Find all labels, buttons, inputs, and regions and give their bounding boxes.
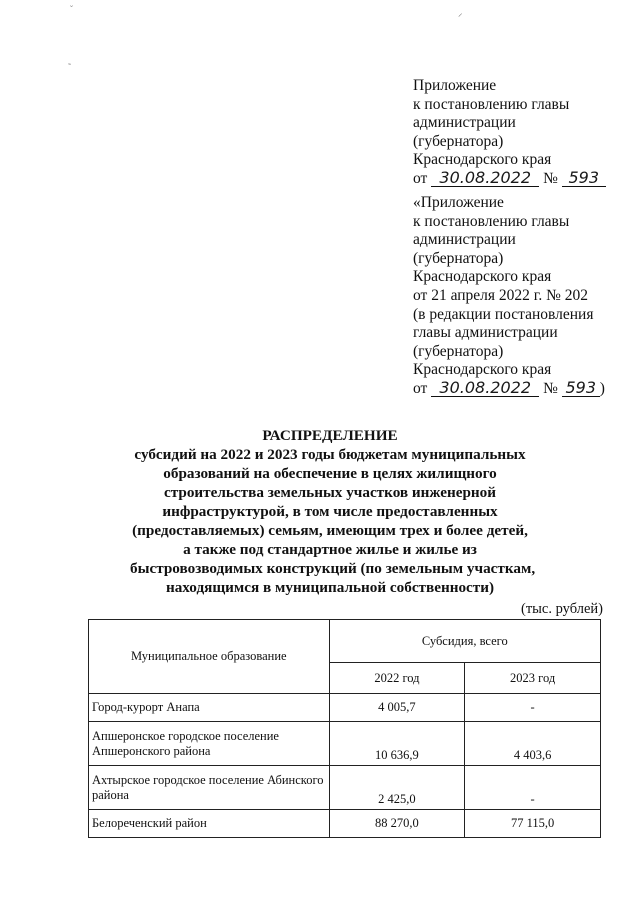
scan-speck: ˘ bbox=[70, 4, 73, 14]
title-line: быстровозводимых конструкций (по земельным участкам, bbox=[130, 560, 536, 577]
title-line: субсидий на 2022 и 2023 годы бюджетам муниципальных bbox=[134, 446, 526, 463]
value-2023-cell: - bbox=[465, 766, 601, 810]
number-prefix: № bbox=[543, 169, 558, 187]
handwritten-number: 593 bbox=[562, 170, 606, 187]
title-heading: РАСПРЕДЕЛЕНИЕ bbox=[262, 427, 398, 444]
municipality-cell: Ахтырское городское поселение Абинского района bbox=[89, 766, 330, 810]
handwritten-date: 30.08.2022 bbox=[431, 380, 539, 397]
municipality-cell: Белореченский район bbox=[89, 810, 330, 838]
closing-paren: ) bbox=[599, 379, 605, 397]
handwritten-date: 30.08.2022 bbox=[431, 170, 539, 187]
header-municipality: Муниципальное образование bbox=[89, 620, 330, 694]
from-prefix: от bbox=[413, 169, 428, 187]
title-line: находящимся в муниципальной собственности) bbox=[165, 579, 495, 596]
scan-speck: ⸝ bbox=[458, 8, 463, 18]
table-row bbox=[89, 766, 601, 810]
table-row bbox=[89, 722, 601, 766]
annex-line: Краснодарского края bbox=[413, 268, 552, 286]
title-line: а также под стандартное жилье и жилье из bbox=[183, 541, 477, 558]
annex-line: (в редакции постановления bbox=[413, 305, 594, 323]
title-line: инфраструктурой, в том числе предоставленных bbox=[162, 503, 498, 520]
municipality-cell: Апшеронское городское поселение Апшеронского района bbox=[89, 722, 330, 766]
value-2023-cell: 77 115,0 bbox=[465, 810, 601, 838]
annex-line: (губернатора) bbox=[413, 249, 504, 267]
from-prefix: от bbox=[413, 379, 428, 397]
number-prefix: № bbox=[543, 379, 558, 397]
value-2023-cell: - bbox=[465, 694, 601, 722]
header-subsidy-total: Субсидия, всего bbox=[329, 620, 600, 663]
annex-line: Краснодарского края bbox=[413, 361, 552, 379]
value-2022-cell: 2 425,0 bbox=[329, 766, 465, 810]
annex-line: Приложение bbox=[413, 77, 497, 94]
table-row bbox=[89, 810, 601, 838]
annex-date-line bbox=[413, 377, 613, 399]
title-line: образований на обеспечение в целях жилищного bbox=[163, 465, 497, 482]
value-2022-cell: 88 270,0 bbox=[329, 810, 465, 838]
annex-line: (губернатора) bbox=[413, 132, 504, 150]
annex-date-line bbox=[413, 167, 613, 189]
municipality-cell: Город-курорт Анапа bbox=[89, 694, 330, 722]
annex-line: главы администрации bbox=[413, 324, 558, 342]
value-2022-cell: 10 636,9 bbox=[329, 722, 465, 766]
value-2023-cell: 4 403,6 bbox=[465, 722, 601, 766]
title-line: строительства земельных участков инженерной bbox=[163, 484, 496, 501]
annex-line: администрации bbox=[413, 114, 516, 132]
value-2022-cell: 4 005,7 bbox=[329, 694, 465, 722]
annex-line: к постановлению главы bbox=[413, 212, 570, 230]
annex-line: (губернатора) bbox=[413, 342, 504, 360]
title-line: (предоставляемых) семьям, имеющим трех и более детей, bbox=[132, 522, 528, 539]
annex-line: к постановлению главы bbox=[413, 95, 570, 113]
document-title bbox=[130, 426, 536, 597]
handwritten-number: 593 bbox=[562, 380, 600, 397]
annex-line: Краснодарского края bbox=[413, 151, 552, 169]
subsidy-table bbox=[88, 619, 601, 838]
annex-line: от 21 апреля 2022 г. № 202 bbox=[413, 286, 589, 304]
annex-line: администрации bbox=[413, 231, 516, 249]
header-year-2022: 2022 год bbox=[329, 663, 465, 694]
units-label: (тыс. рублей) bbox=[521, 601, 603, 617]
scan-speck: ˜ bbox=[68, 62, 71, 72]
table-row bbox=[89, 694, 601, 722]
annex-line: «Приложение bbox=[413, 194, 504, 211]
annex-block-1 bbox=[413, 77, 613, 189]
header-year-2023: 2023 год bbox=[465, 663, 601, 694]
annex-block-2 bbox=[413, 194, 613, 399]
